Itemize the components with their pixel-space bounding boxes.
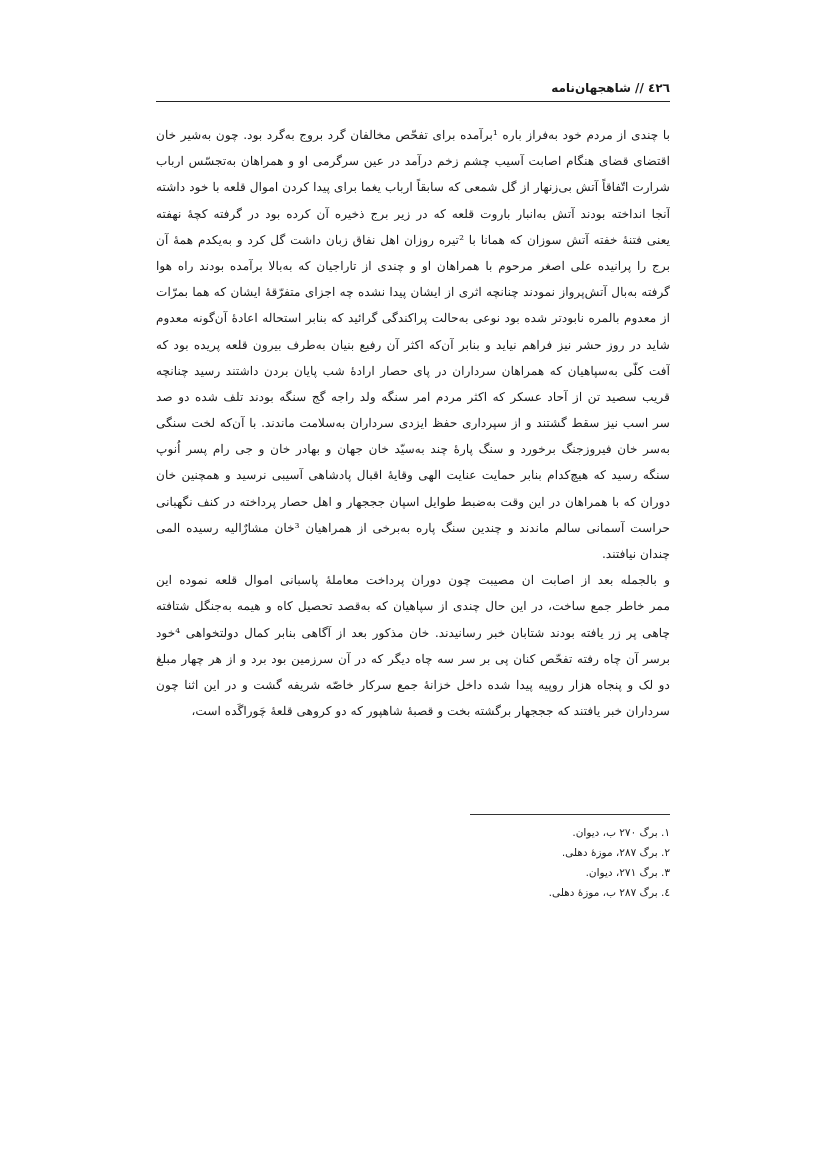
footnote-3: ٣. برگ ٢٧١، دیوان. xyxy=(585,867,670,879)
text-line: ممر خاطر جمع ساخت، در این حال چندی از سپاهیان که به‌قصد تحصیل کاه و هیمه به‌جنگل شتافته xyxy=(156,599,670,614)
text-line: سر اسب نیز سقط گشتند و از سپرداری حفظ ایزدی سرداران به‌سلامت ماندند. با آن‌که لخت سنگی xyxy=(156,416,670,431)
text-line: حراست آسمانی سالم ماندند و چندین سنگ پاره به‌برخی از همراهیان ³خان مشارٌالیه رسیده المی xyxy=(156,520,670,535)
footnotes-list xyxy=(370,823,670,903)
body-text xyxy=(156,122,670,724)
footnote-4: ٤. برگ ٢٨٧ ب، موزهٔ دهلی. xyxy=(548,887,670,899)
text-line: اقتضای قضای هنگام اصابت آسیب چشم زخم درآمد در عین سرگرمی او و همراهان به‌تجسّس ارباب xyxy=(156,154,670,169)
text-line: قریب سصید تن از آحاد عسکر که اکثر مردم امر سنگه ولد راجه گج سنگه بودند تلف شده دو صد xyxy=(156,389,670,404)
text-line: چاهی پر زر یافته بودند شتابان خبر رسانیدند. خان مذکور بعد از آگاهی بنابر کمال دولتخواهی ⁴خود xyxy=(156,625,670,640)
text-line: شرارت اتّفاقاً آتش بی‌زنهار از گل شمعی که سابقاً ارباب یغما برای پیدا کردن اموال قلعه با خود داشته xyxy=(156,180,670,195)
text-line: یعنی فتنهٔ خفته آتش سوزان که همانا با ²تیره روزان اهل نفاق زبان داشت گل کرد و به‌یکدم همهٔ آن xyxy=(156,232,670,247)
text-line: با چندی از مردم خود به‌فراز باره ¹برآمده برای تفحّص مخالفان گرد بروج به‌گرد بود. چون به‌شیر خان xyxy=(156,128,670,142)
text-line: برج را پرانیده علی اصغر مرحوم با همراهان او و چندی از تاراجیان که به‌بالا برآمده بودند راه هوا xyxy=(156,258,670,273)
text-line: سنگه رسید که هیچ‌کدام بنابر حمایت عنایت الهی وقایهٔ اقبال پادشاهی آسیبی نرسید و همچنین خان xyxy=(156,468,670,483)
text-line: آنجا انداخته بودند آتش به‌انبار باروت قلعه که در زیر برج ذخیره آن کرده بود در گرفته کچهٔ نهفته xyxy=(156,206,670,221)
text-line: از معدوم بالمره نابودتر شده بود نوعی به‌حالت پراکندگی گرائید که بنابر استحاله اعادهٔ آن‌گونه معدوم xyxy=(156,311,670,326)
footnote-2: ٢. برگ ٢٨٧، موزهٔ دهلی. xyxy=(561,847,670,859)
footnote-divider xyxy=(470,814,670,815)
text-line: سرداران خبر یافتند که جججهار برگشته بخت و قصبهٔ شاهپور که دو کروهی قلعهٔ چَوراگَده است، xyxy=(191,704,670,719)
text-line: دو لک و پنجاه هزار روپیه پیدا شده داخل خزانهٔ جمع سرکار خاصّه شریفه گشت و در این اثنا چون xyxy=(156,677,670,692)
text-line: چندان نیافتند. xyxy=(601,547,670,561)
text-line: برسر آن چاه رفته تفحّص کنان پی بر سر سه چاه دیگر که در آن سرزمین بود برد و از هر چهار مبلغ xyxy=(156,651,670,666)
text-line: آفت کلّی به‌سپاهیان که همراهان سرداران در پای حصار ارادهٔ شب پایان بردن داشتند رسید چنانچه xyxy=(156,363,670,378)
text-line: گرفته به‌بال آتش‌پرواز نمودند چنانچه اثری از ایشان پیدا نشده چه اجزای متفرّقهٔ ایشان که هما بمرّات xyxy=(156,285,670,300)
text-line: دوران که با همراهان در این وقت به‌ضبط طوایل اسپان جججهار و اهل حصار پرداخته در کنف نگهبانی xyxy=(156,494,670,509)
header-divider xyxy=(156,101,670,102)
text-line: به‌سر خان فیروزجنگ برخورد و سنگ پارهٔ چند به‌سیّد خان جهان و بهادر خان و جی رام پسر اُنوپ xyxy=(156,442,670,457)
text-line: و بالجمله بعد از اصابت ان مصیبت چون دوران پرداخت معاملهٔ پاسبانی اموال قلعه نموده این xyxy=(156,573,670,588)
paragraph-2 xyxy=(156,567,670,724)
paragraph-1 xyxy=(156,122,670,567)
text-line: شاید در روز حشر نیز فراهم نیاید و بنابر آن‌که اکثر آن رفیع بنیان به‌طرف بیرون قلعه پریده بود که xyxy=(156,337,670,352)
running-header: ٤٢٦ // شاهجهان‌نامه xyxy=(551,81,670,95)
footnote-1: ١. برگ ٢٧٠ ب، دیوان. xyxy=(572,827,670,839)
